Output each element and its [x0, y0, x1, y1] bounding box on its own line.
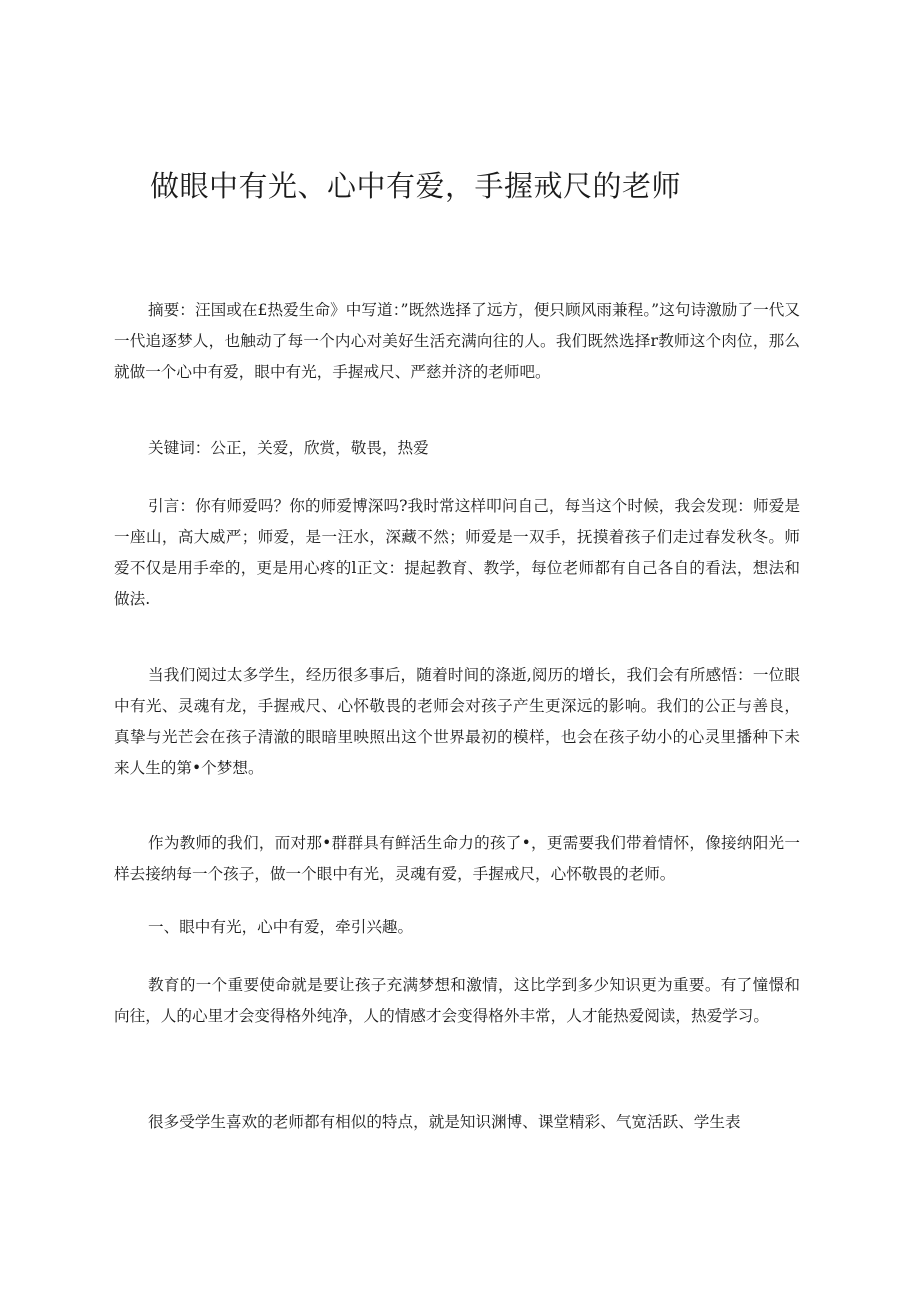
keywords-paragraph: 关键词：公正，关爱，欣赏，敬畏，热爱: [148, 439, 429, 457]
body-paragraph: 教育的一个重要使命就是要让孩子充满梦想和激情，这比学到多少知识更为重要。有了憧憬和向往，人的心里才会变得格外纯净，人的情感才会变得格外丰常，人才能热爱阅读，热爱学习。: [114, 976, 800, 1025]
body-paragraph: 作为教师的我们，而对那•群群具有鲜活生命力的孩了•，更需要我们带着情怀，像接纳阳光一样去接纳每一个孩子，做一个眼中有光，灵魂有爱，手握戒尺，心怀敬畏的老师。: [114, 834, 800, 883]
introduction-paragraph: 引言：你有师爱吗？你的师爱博深吗?我时常这样叩问自己，每当这个时候，我会发现：师爱是一座山，高大威严；师爱，是一汪水，深藏不然；师爱是一双手，抚摸着孩子们走过春发秋冬。师爱不仅是用手牵的，更是用心疼的l正文：提起教育、教学，每位老师都有自己各自的看法，想法和做法.: [114, 497, 800, 608]
body-paragraph: 很多受学生喜欢的老师都有相似的特点，就是知识渊博、课堂精彩、气宽活跃、学生表: [148, 1113, 741, 1131]
section-heading: 一、眼中有光，心中有爱，牵引兴趣。: [148, 918, 414, 936]
abstract-paragraph: 摘要：汪国或在£热爱生命》中写道：”既然选择了远方，便只顾风雨兼程。”这句诗激励了一代又一代追逐梦人，也触动了每一个内心对美好生活充满向往的人。我们既然选择r教师这个肉位，那么就做一个心中有爱，眼中有光，手握戒尺、严慈并济的老师吧。: [114, 301, 800, 381]
body-paragraph: 当我们阅过太多学生，经历很多事后，随着时间的涤逝,阅历的增长，我们会有所感悟：一位眼中有光、灵魂有龙，手握戒尺、心怀敬畏的老师会对孩子产生更深远的影响。我们的公正与善良，真挚与光芒会在孩子清澈的眼暗里映照出这个世界最初的模样，也会在孩子幼小的心灵里播种下未来人生的第•个梦想。: [114, 666, 800, 777]
document-title: 做眼中有光、心中有爱，手握戒尺的老师: [150, 169, 682, 203]
